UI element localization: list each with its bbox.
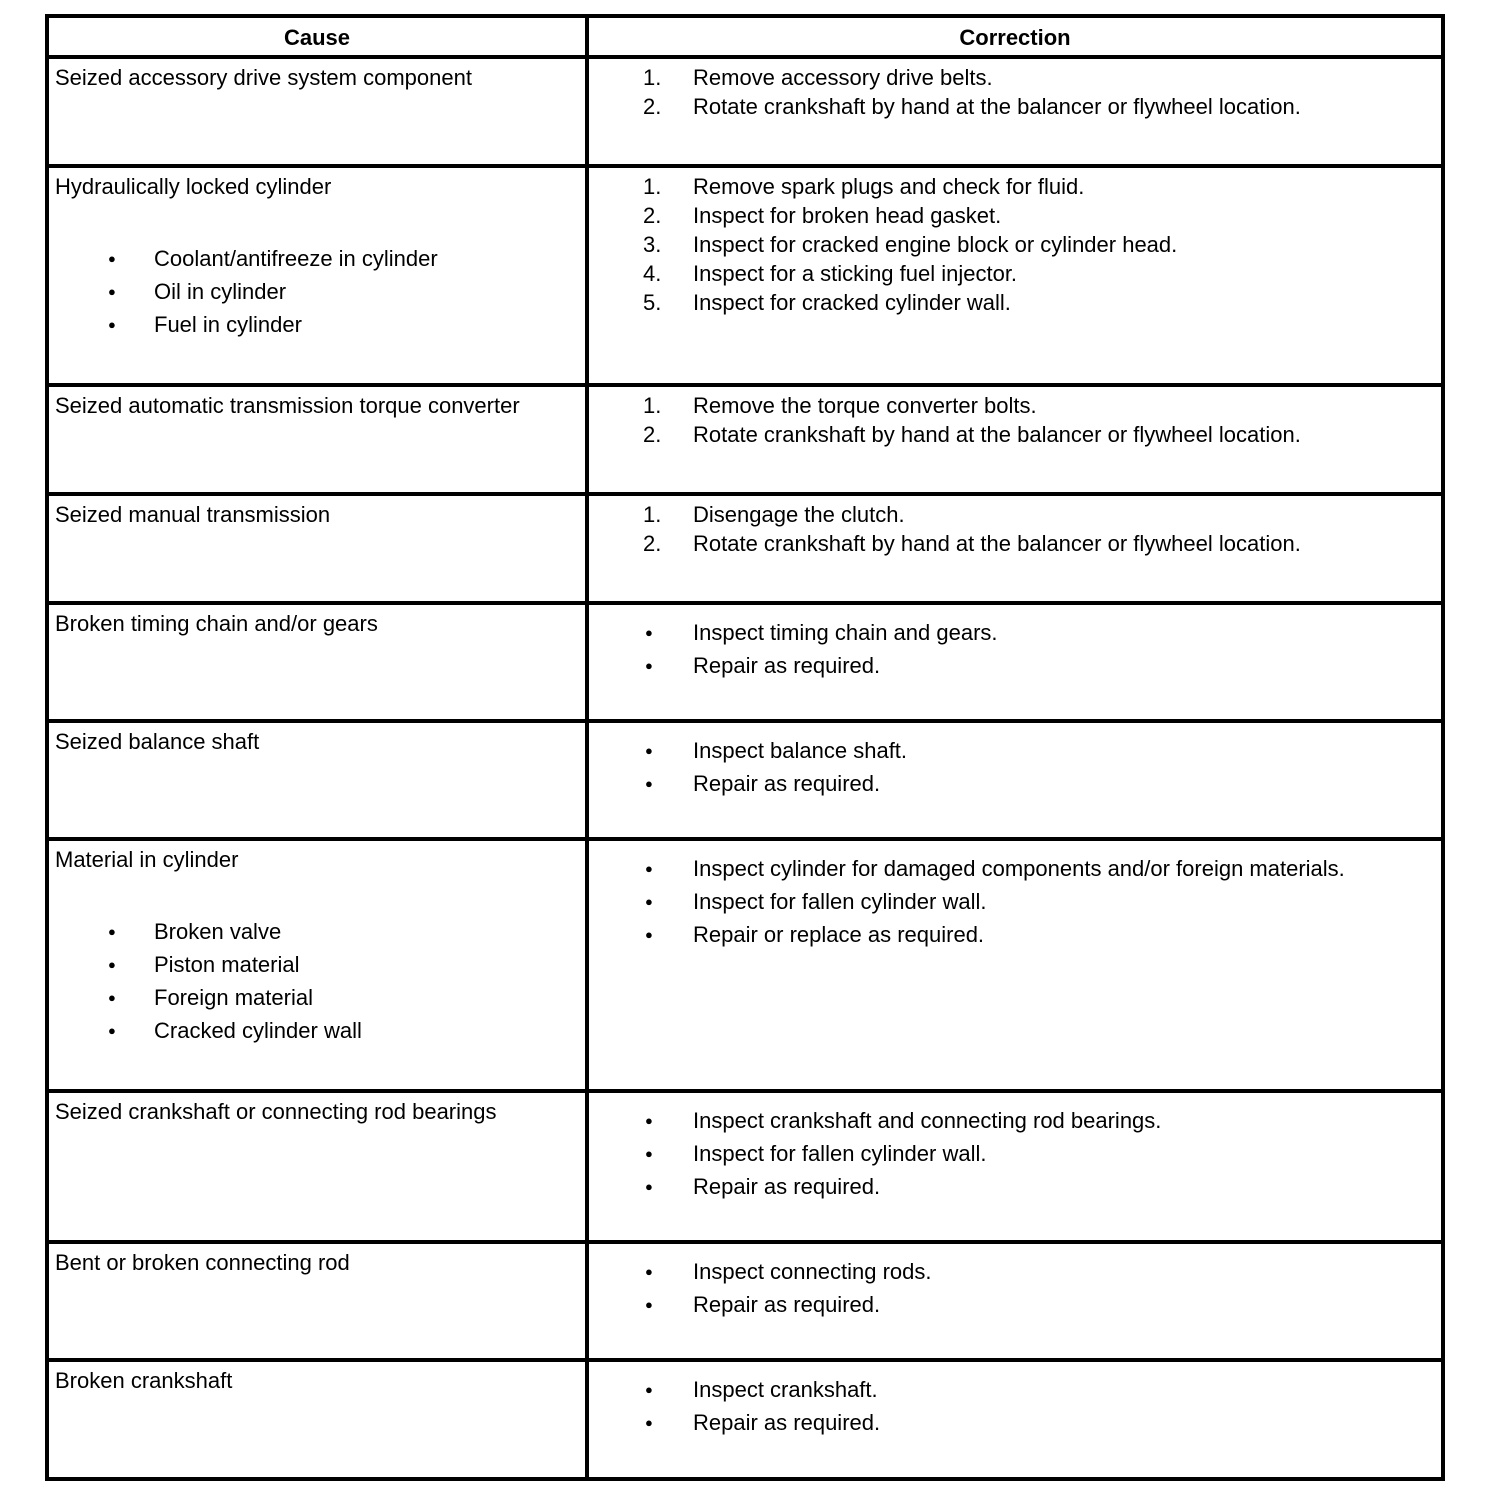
correction-text: Repair or replace as required.: [693, 922, 985, 947]
bullet-icon: ●: [108, 251, 116, 266]
list-item: [589, 1375, 1437, 1408]
correction-text: Repair as required.: [693, 1410, 881, 1435]
cause-text: Seized crankshaft or connecting rod bearings: [55, 1099, 497, 1124]
bullet-icon: ●: [645, 625, 653, 640]
correction-cell: [587, 721, 1443, 839]
list-item: [589, 1290, 1437, 1323]
step-number: 2.: [643, 94, 662, 119]
correction-cell: [587, 1360, 1443, 1479]
list-item: [589, 618, 1437, 651]
list-item: [589, 1172, 1437, 1205]
correction-text: Repair as required.: [693, 771, 881, 796]
bullet-icon: ●: [645, 1264, 653, 1279]
correction-steps-list: [589, 172, 1437, 317]
correction-steps-list: [589, 63, 1437, 121]
correction-bullets-list: [589, 618, 1437, 684]
correction-text: Repair as required.: [693, 1174, 881, 1199]
step-number: 1.: [643, 393, 662, 418]
table-row: [47, 1360, 1443, 1479]
cause-cell: [47, 494, 587, 603]
correction-cell: [587, 166, 1443, 385]
correction-text: Disengage the clutch.: [693, 502, 905, 527]
correction-cell: [587, 385, 1443, 494]
bullet-icon: ●: [108, 284, 116, 299]
correction-bullets-list: [589, 736, 1437, 802]
cause-text: Seized automatic transmission torque converter: [55, 393, 520, 418]
sub-item-text: Coolant/antifreeze in cylinder: [154, 246, 438, 271]
correction-cell: [587, 494, 1443, 603]
correction-text: Inspect crankshaft.: [693, 1377, 878, 1402]
list-item: [55, 950, 581, 983]
step-number: 1.: [643, 502, 662, 527]
list-item: [589, 887, 1437, 920]
list-item: [589, 391, 1437, 420]
step-number: 5.: [643, 290, 662, 315]
bullet-icon: ●: [645, 743, 653, 758]
cause-text: Material in cylinder: [55, 847, 239, 872]
correction-text: Inspect for cracked cylinder wall.: [693, 290, 1011, 315]
correction-text: Inspect balance shaft.: [693, 738, 908, 763]
table-row: [47, 1242, 1443, 1360]
cause-cell: [47, 1360, 587, 1479]
bullet-icon: ●: [645, 1382, 653, 1397]
correction-text: Rotate crankshaft by hand at the balancer or flywheel location.: [693, 422, 1301, 447]
list-item: [589, 92, 1437, 121]
cause-header: Cause: [47, 16, 587, 57]
correction-text: Repair as required.: [693, 1292, 881, 1317]
step-number: 3.: [643, 232, 662, 257]
table-body: [47, 57, 1443, 1479]
sub-item-text: Fuel in cylinder: [154, 312, 302, 337]
bullet-icon: ●: [645, 1297, 653, 1312]
bullet-icon: ●: [645, 927, 653, 942]
list-item: [55, 244, 581, 277]
correction-text: Remove spark plugs and check for fluid.: [693, 174, 1085, 199]
cause-cell: [47, 839, 587, 1091]
list-item: [55, 277, 581, 310]
cause-cell: [47, 385, 587, 494]
correction-bullets-list: [589, 1375, 1437, 1441]
correction-text: Inspect for broken head gasket.: [693, 203, 1002, 228]
correction-bullets-list: [589, 854, 1437, 953]
table-row: [47, 1091, 1443, 1242]
header-row: [47, 16, 1443, 57]
bullet-icon: ●: [645, 658, 653, 673]
correction-bullets-list: [589, 1106, 1437, 1205]
bullet-icon: ●: [645, 776, 653, 791]
correction-cell: [587, 57, 1443, 166]
table-row: [47, 721, 1443, 839]
table-row: [47, 603, 1443, 721]
step-number: 1.: [643, 174, 662, 199]
list-item: [55, 1016, 581, 1049]
bullet-icon: ●: [108, 1023, 116, 1038]
correction-text: Repair as required.: [693, 653, 881, 678]
step-number: 2.: [643, 422, 662, 447]
correction-text: Rotate crankshaft by hand at the balancer or flywheel location.: [693, 94, 1301, 119]
list-item: [589, 920, 1437, 953]
bullet-icon: ●: [645, 1415, 653, 1430]
cause-cell: [47, 57, 587, 166]
table-row: [47, 494, 1443, 603]
bullet-icon: ●: [645, 861, 653, 876]
list-item: [589, 288, 1437, 317]
list-item: [55, 983, 581, 1016]
cause-text: Bent or broken connecting rod: [55, 1250, 350, 1275]
correction-cell: [587, 839, 1443, 1091]
correction-cell: [587, 1091, 1443, 1242]
cause-cell: [47, 1242, 587, 1360]
sub-item-text: Cracked cylinder wall: [154, 1018, 362, 1043]
step-number: 2.: [643, 531, 662, 556]
sub-item-text: Oil in cylinder: [154, 279, 287, 304]
bullet-icon: ●: [108, 957, 116, 972]
cause-text: Broken crankshaft: [55, 1368, 233, 1393]
list-item: [589, 230, 1437, 259]
cause-cell: [47, 1091, 587, 1242]
bullet-icon: ●: [645, 894, 653, 909]
table-row: [47, 839, 1443, 1091]
step-number: 1.: [643, 65, 662, 90]
correction-steps-list: [589, 500, 1437, 558]
correction-cell: [587, 603, 1443, 721]
step-number: 2.: [643, 203, 662, 228]
correction-steps-list: [589, 391, 1437, 449]
list-item: [589, 736, 1437, 769]
list-item: [589, 500, 1437, 529]
cause-text: Seized manual transmission: [55, 502, 331, 527]
table-row: [47, 166, 1443, 385]
correction-text: Inspect for cracked engine block or cylinder head.: [693, 232, 1178, 257]
list-item: [589, 1408, 1437, 1441]
list-item: [589, 1139, 1437, 1172]
bullet-icon: ●: [645, 1113, 653, 1128]
correction-text: Inspect for fallen cylinder wall.: [693, 889, 987, 914]
correction-cell: [587, 1242, 1443, 1360]
bullet-icon: ●: [645, 1179, 653, 1194]
list-item: [589, 420, 1437, 449]
sub-item-text: Broken valve: [154, 919, 282, 944]
cause-sub-list: [55, 917, 581, 1049]
bullet-icon: ●: [108, 317, 116, 332]
cause-cell: [47, 603, 587, 721]
correction-text: Remove accessory drive belts.: [693, 65, 993, 90]
cause-text: Seized accessory drive system component: [55, 65, 472, 90]
list-item: [589, 201, 1437, 230]
list-item: [589, 259, 1437, 288]
correction-text: Rotate crankshaft by hand at the balancer or flywheel location.: [693, 531, 1301, 556]
sub-item-text: Piston material: [154, 952, 300, 977]
correction-header: Correction: [587, 16, 1443, 57]
list-item: [589, 1106, 1437, 1139]
list-item: [589, 854, 1437, 887]
bullet-icon: ●: [108, 924, 116, 939]
step-number: 4.: [643, 261, 662, 286]
correction-bullets-list: [589, 1257, 1437, 1323]
correction-text: Remove the torque converter bolts.: [693, 393, 1037, 418]
cause-text: Hydraulically locked cylinder: [55, 174, 332, 199]
correction-text: Inspect for fallen cylinder wall.: [693, 1141, 987, 1166]
list-item: [55, 310, 581, 343]
cause-text: Seized balance shaft: [55, 729, 260, 754]
correction-text: Inspect timing chain and gears.: [693, 620, 998, 645]
list-item: [589, 651, 1437, 684]
list-item: [589, 63, 1437, 92]
table-row: [47, 57, 1443, 166]
list-item: [589, 769, 1437, 802]
cause-cell: [47, 721, 587, 839]
cause-cell: [47, 166, 587, 385]
correction-text: Inspect connecting rods.: [693, 1259, 932, 1284]
list-item: [589, 172, 1437, 201]
table-row: [47, 385, 1443, 494]
list-item: [589, 529, 1437, 558]
correction-text: Inspect for a sticking fuel injector.: [693, 261, 1018, 286]
bullet-icon: ●: [108, 990, 116, 1005]
cause-sub-list: [55, 244, 581, 343]
list-item: [589, 1257, 1437, 1290]
bullet-icon: ●: [645, 1146, 653, 1161]
list-item: [55, 917, 581, 950]
sub-item-text: Foreign material: [154, 985, 313, 1010]
diagnosis-table: [45, 14, 1445, 1481]
correction-text: Inspect cylinder for damaged components and/or foreign materials.: [693, 856, 1345, 881]
cause-text: Broken timing chain and/or gears: [55, 611, 378, 636]
correction-text: Inspect crankshaft and connecting rod bearings.: [693, 1108, 1162, 1133]
